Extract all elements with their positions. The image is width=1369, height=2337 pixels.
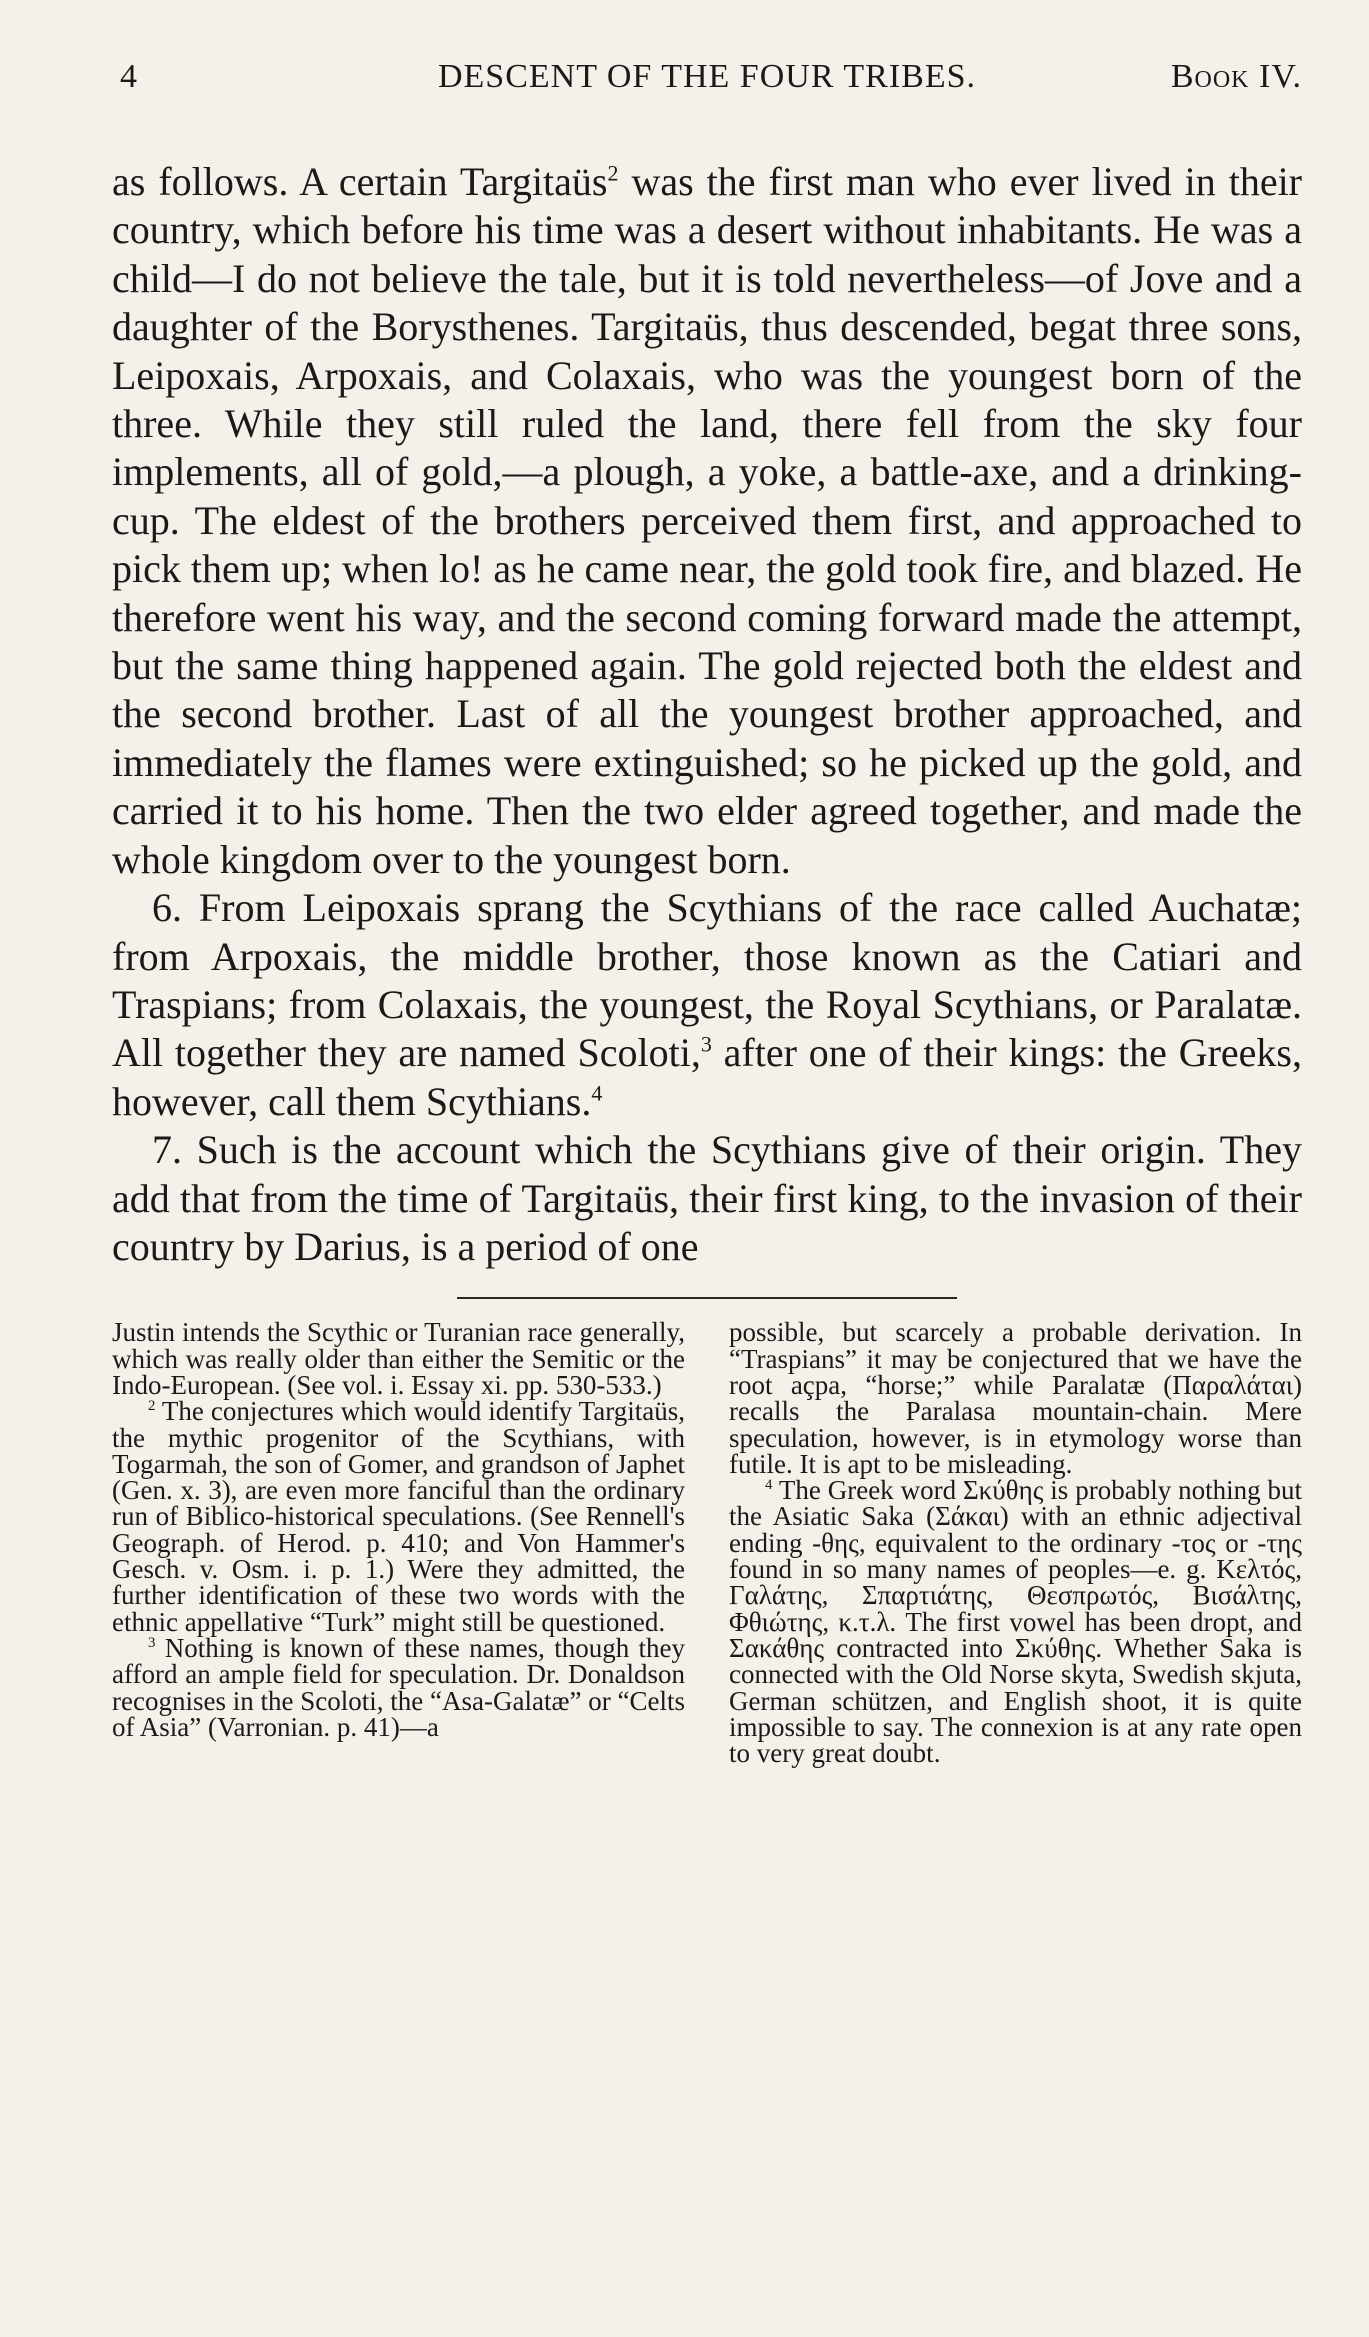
book-page — [112, 58, 1303, 1769]
footnote-ref-4: 4 — [591, 1080, 603, 1106]
footnote-column-right — [729, 1317, 1302, 1769]
footnote-divider — [457, 1297, 957, 1299]
paragraph-text: 6. From Leipoxais sprang the Scythians of the race called Auchatæ; from Arpoxais, the middle brother, those known as the Catiari and Traspians; from Colaxais, the youngest, the Royal Scythians, or Paralatæ. All together they are named Scoloti, — [112, 885, 1302, 1076]
paragraph-6 — [112, 884, 1302, 1126]
main-text — [112, 158, 1302, 1271]
paragraph-text: was the first man who ever lived in their country, which before his time was a desert without inhabitants. He was a child—I do not believe the tale, but it is told nevertheless—of Jove and a daughter of the Borysthenes. Targitaüs, thus descended, begat three sons, Leipoxais, Arpoxais, and Colaxais, who was the youngest born of the three. While they still ruled the land, there fell from the sky four implements, all of gold,—a plough, a yoke, a battle-axe, and a drinking-cup. The eldest of the brothers perceived them first, and approached to pick them up; when lo! as he came near, the gold took fire, and blazed. He therefore went his way, and the second coming forward made the attempt, but the same thing happened again. The gold rejected both the eldest and the second brother. Last of all the youngest brother approached, and immediately the flames were extinguished; so he picked up the gold, and carried it to his home. Then the two elder agreed together, and made the whole kingdom over to the youngest born. — [112, 159, 1303, 882]
footnote-mark-3: 3 — [148, 1634, 156, 1651]
footnotes — [112, 1317, 1302, 1769]
paragraph-intro — [112, 158, 1302, 884]
footnote-ref-3: 3 — [700, 1031, 712, 1057]
footnote-text: Nothing is known of these names, though they afford an ample field for speculation. Dr. Donaldson recognises in the Scoloti, the “Asa-Galatæ” or “Celts of Asia” (Varronian. p. 41)—a — [112, 1632, 685, 1742]
footnote-mark-2: 2 — [148, 1398, 156, 1415]
footnote-continued: Justin intends the Scythic or Turanian race generally, which was really older than either the Semitic or the Indo-European. (See vol. i. Essay xi. pp. 530-533.) — [112, 1317, 685, 1400]
paragraph-text: 7. Such is the account which the Scythians give of their origin. They add that from the time of Targitaüs, their first king, to the invasion of their country by Darius, is a period of one — [112, 1127, 1302, 1269]
footnote-ref-2: 2 — [607, 160, 619, 186]
footnote-4 — [729, 1475, 1302, 1769]
footnote-text: The conjectures which would identify Targitaüs, the mythic progenitor of the Scythians, with Togarmah, the son of Gomer, and grandson of Japhet (Gen. x. 3), are even more fanciful than the ordinary run of Biblico-historical speculations. (See Rennell's Geograph. of Herod. p. 410; and Von Hammer's Gesch. v. Osm. i. p. 1.) Were they admitted, the further identification of these two words with the ethnic appellative “Turk” might still be questioned. — [112, 1396, 685, 1637]
footnote-2 — [112, 1398, 685, 1635]
footnote-3-continued: possible, but scarcely a probable derivation. In “Traspians” it may be conjectured that we have the root açpa, “horse;” while Paralatæ (Παραλάται) recalls the Paralasa mountain-chain. Mere speculation, however, is in etymology worse than futile. It is apt to be misleading. — [729, 1317, 1302, 1479]
book-label: Book IV. — [1170, 58, 1302, 95]
page-number: 4 — [120, 58, 138, 95]
footnote-text: The Greek word Σκύθης is probably nothing but the Asiatic Saka (Σάκαι) with an ethnic adjectival ending -θης, equivalent to the ordinary -τος or -της found in so many names of peoples—e. g. Κελτός, Γαλάτης, Σπαρτιάτης, Θεσπρωτός, Βισάλτης, Φθιώτης, κ.τ.λ. The first vowel has been dropt, and Σακάθης contracted into Σκύθης. Whether Saka is connected with the Old Norse skyta, Swedish skjuta, German schützen, and English shoot, it is quite impossible to say. The connexion is at any rate open to very great doubt. — [729, 1475, 1302, 1769]
footnote-mark-4: 4 — [765, 1477, 773, 1494]
running-header — [112, 58, 1302, 114]
paragraph-7 — [112, 1126, 1302, 1271]
running-title: DESCENT OF THE FOUR TRIBES. — [437, 58, 977, 95]
footnote-3 — [112, 1632, 685, 1742]
paragraph-text: after one of their kings: the Greeks, however, call them Scythians. — [112, 1030, 1303, 1124]
paragraph-text: as follows. A certain Targitaüs — [112, 159, 608, 204]
footnote-column-left — [112, 1319, 685, 1766]
